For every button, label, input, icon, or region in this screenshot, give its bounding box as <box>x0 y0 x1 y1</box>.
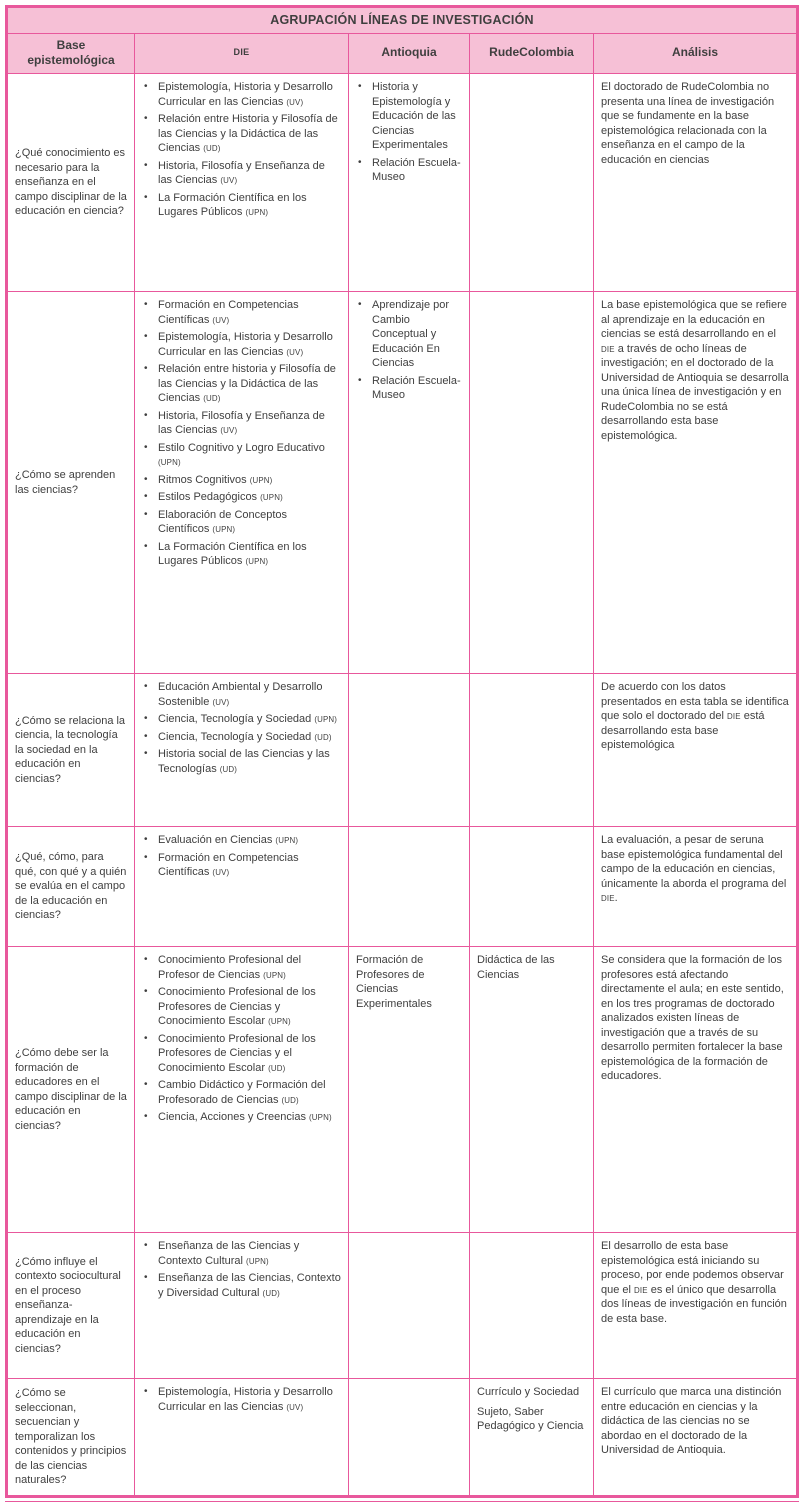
bullet-icon: • <box>144 508 148 520</box>
list-item: • Epistemología, Historia y Desarrollo Curricular en las Ciencias (UV) <box>144 331 333 358</box>
list-item: • Educación Ambiental y Desarrollo Sostenible (UV) <box>144 681 323 708</box>
rudecolombia-cell <box>470 74 594 292</box>
column-header-analisis: Análisis <box>594 33 798 74</box>
list-item: • Relación Escuela-Museo <box>358 374 461 402</box>
list-item: • Elaboración de Conceptos Científicos (UPN) <box>144 508 288 536</box>
die-cell <box>135 947 349 1233</box>
bullet-icon: • <box>144 473 148 485</box>
list-item: • Historia, Filosofía y Enseñanza de las Ciencias (UV) <box>144 159 325 187</box>
list-item: • Relación entre Historia y Filosofía de las Ciencias y la Didáctica de las Ciencias (UD) <box>144 113 338 155</box>
bullet-icon: • <box>144 1272 148 1284</box>
base-question-cell: ¿Cómo influye el contexto sociocultural en el proceso enseñanza-aprendizaje en la educación en ciencias? <box>7 1233 135 1379</box>
column-header-row <box>7 33 798 74</box>
die-cell <box>135 674 349 827</box>
bullet-icon: • <box>358 299 362 311</box>
die-cell <box>135 1379 349 1497</box>
column-header-rudecolombia: RudeColombia <box>470 33 594 74</box>
bullet-icon: • <box>144 954 148 966</box>
die-cell <box>135 74 349 292</box>
bullet-icon: • <box>144 191 148 203</box>
bullet-icon: • <box>144 113 148 125</box>
table-body <box>7 74 798 1497</box>
bullet-icon: • <box>144 851 148 863</box>
base-question-cell: ¿Cómo se aprenden las ciencias? <box>7 292 135 674</box>
list-item: • Formación en Competencias Científicas (UV) <box>144 299 299 326</box>
bullet-icon: • <box>358 156 362 168</box>
bullet-icon: • <box>144 986 148 998</box>
base-question-cell: ¿Cómo se relaciona la ciencia, la tecnología la sociedad en la educación en ciencias? <box>7 674 135 827</box>
bullet-icon: • <box>144 713 148 725</box>
list-item: • Conocimiento Profesional de los Profesores de Ciencias y el Conocimiento Escolar (UD) <box>144 1032 316 1074</box>
rudecolombia-cell: Currículo y Sociedad Sujeto, Saber Pedagógico y Ciencia <box>470 1379 594 1497</box>
list-item: • Enseñanza de las Ciencias y Contexto Cultural (UPN) <box>144 1240 300 1267</box>
list-item: • Historia, Filosofía y Enseñanza de las Ciencias (UV) <box>144 409 325 437</box>
list-item: • Historia social de las Ciencias y las Tecnologías (UD) <box>144 748 330 775</box>
analisis-cell: El doctorado de RudeColombia no presenta una línea de investigación que se fundamente en la base epistemológica relacionada con la enseñanza en el campo de la educación en ciencias <box>594 74 798 292</box>
bullet-icon: • <box>358 374 362 386</box>
bullet-icon: • <box>144 730 148 742</box>
list-item: • Epistemología, Historia y Desarrollo Curricular en las Ciencias (UV) <box>144 1386 333 1413</box>
rudecolombia-cell <box>470 827 594 947</box>
bullet-icon: • <box>144 540 148 552</box>
list-item: • Enseñanza de las Ciencias, Contexto y Diversidad Cultural (UD) <box>144 1272 341 1299</box>
list-item: • Relación entre historia y Filosofía de las Ciencias y la Didáctica de las Ciencias (UD) <box>144 363 336 405</box>
analisis-cell: El currículo que marca una distinción entre educación en ciencias y la didáctica de las ciencias no se abordao en el doctorado de la Universidad de Antioquia. <box>594 1379 798 1497</box>
bullet-icon: • <box>144 331 148 343</box>
bullet-icon: • <box>144 681 148 693</box>
table-title-row <box>7 7 798 34</box>
analisis-cell: Se considera que la formación de los profesores está afectando directamente el aula; en este sentido, en los tres programas de doctorado analizados existen líneas de investigación que a través de su desarrollo permiten fortalecer la base epistemológica de la formación de educadores. <box>594 947 798 1233</box>
base-question-cell: ¿Cómo debe ser la formación de educadores en el campo disciplinar de la educación en ciencias? <box>7 947 135 1233</box>
column-header-base: Base epistemológica <box>7 33 135 74</box>
bottom-rule <box>5 1501 799 1502</box>
bullet-icon: • <box>144 299 148 311</box>
list-item: • Aprendizaje por Cambio Conceptual y Educación En Ciencias <box>358 299 450 370</box>
list-item: • La Formación Científica en los Lugares Públicos (UPN) <box>144 191 307 219</box>
list-item: • Ciencia, Tecnología y Sociedad (UD) <box>144 730 332 743</box>
list-item: • Ciencia, Tecnología y Sociedad (UPN) <box>144 713 338 726</box>
bullet-icon: • <box>144 1386 148 1398</box>
research-lines-table <box>5 5 799 1498</box>
base-question-cell: ¿Qué, cómo, para qué, con qué y a quién se evalúa en el campo de la educación en ciencias? <box>7 827 135 947</box>
list-item: • Cambio Didáctico y Formación del Profesorado de Ciencias (UD) <box>144 1079 326 1106</box>
list-item: • La Formación Científica en los Lugares Públicos (UPN) <box>144 540 307 568</box>
bullet-icon: • <box>144 409 148 421</box>
list-item: • Estilos Pedagógicos (UPN) <box>144 491 283 504</box>
analisis-cell: La evaluación, a pesar de seruna base epistemológica fundamental del campo de la educación en ciencias, únicamente la aborda el programa del DIE. <box>594 827 798 947</box>
bullet-icon: • <box>144 834 148 846</box>
base-question-cell: ¿Cómo se seleccionan, secuencian y temporalizan los contenidos y principios de las ciencias naturales? <box>7 1379 135 1497</box>
table-row <box>7 947 798 1233</box>
list-item: • Relación Escuela-Museo <box>358 156 461 184</box>
rudecolombia-cell <box>470 292 594 674</box>
list-item: • Epistemología, Historia y Desarrollo Curricular en las Ciencias (UV) <box>144 81 333 108</box>
analisis-cell: De acuerdo con los datos presentados en esta tabla se identifica que solo el doctorado del DIE está desarrollando esta base epistemológica <box>594 674 798 827</box>
rudecolombia-cell <box>470 674 594 827</box>
table-row <box>7 74 798 292</box>
list-item: • Estilo Cognitivo y Logro Educativo (UPN) <box>144 441 341 470</box>
antioquia-cell <box>349 827 470 947</box>
bullet-icon: • <box>144 441 148 453</box>
bullet-icon: • <box>144 1079 148 1091</box>
table-row <box>7 1379 798 1497</box>
table-row <box>7 1233 798 1379</box>
antioquia-cell <box>349 292 470 674</box>
antioquia-cell <box>349 674 470 827</box>
antioquia-cell <box>349 1233 470 1379</box>
list-item: • Formación en Competencias Científicas (UV) <box>144 851 299 879</box>
table-row <box>7 827 798 947</box>
antioquia-cell <box>349 74 470 292</box>
die-cell <box>135 827 349 947</box>
bullet-icon: • <box>358 81 362 93</box>
list-item: • Evaluación en Ciencias (UPN) <box>144 834 299 847</box>
analisis-cell: La base epistemológica que se refiere al aprendizaje en la educación en ciencias se está desarrollando en el DIE a través de ocho líneas de investigación; en el doctorado de la Universidad de Antioquia se desarrolla una única línea de investigación y en RudeColombia no se está desarrollando esta base epistemológica. <box>594 292 798 674</box>
bullet-icon: • <box>144 81 148 93</box>
list-item: • Ciencia, Acciones y Creencias (UPN) <box>144 1111 332 1124</box>
table-row <box>7 674 798 827</box>
analisis-cell: El desarrollo de esta base epistemológica está iniciando su proceso, por ende podemos observar que el DIE es el único que desarrolla dos líneas de investigación en función de esta base. <box>594 1233 798 1379</box>
bullet-icon: • <box>144 1240 148 1252</box>
antioquia-cell: Formación de Profesores de Ciencias Experimentales <box>349 947 470 1233</box>
list-item: • Conocimiento Profesional del Profesor de Ciencias (UPN) <box>144 954 302 981</box>
bullet-icon: • <box>144 1111 148 1123</box>
bullet-icon: • <box>144 748 148 760</box>
die-cell <box>135 1233 349 1379</box>
die-cell <box>135 292 349 674</box>
list-item: • Ritmos Cognitivos (UPN) <box>144 473 273 486</box>
rudecolombia-cell <box>470 1233 594 1379</box>
bullet-icon: • <box>144 363 148 375</box>
bullet-icon: • <box>144 1032 148 1044</box>
table-title: AGRUPACIÓN LÍNEAS DE INVESTIGACIÓN <box>7 7 798 34</box>
list-item: • Historia y Epistemología y Educación de las Ciencias Experimentales <box>358 81 456 152</box>
table-row <box>7 292 798 674</box>
rudecolombia-cell: Didáctica de las Ciencias <box>470 947 594 1233</box>
bullet-icon: • <box>144 491 148 503</box>
column-header-die: DIE <box>135 33 349 74</box>
base-question-cell: ¿Qué conocimiento es necesario para la enseñanza en el campo disciplinar de la educación en ciencia? <box>7 74 135 292</box>
column-header-antioquia: Antioquia <box>349 33 470 74</box>
list-item: • Conocimiento Profesional de los Profesores de Ciencias y Conocimiento Escolar (UPN) <box>144 986 316 1028</box>
bullet-icon: • <box>144 159 148 171</box>
antioquia-cell <box>349 1379 470 1497</box>
